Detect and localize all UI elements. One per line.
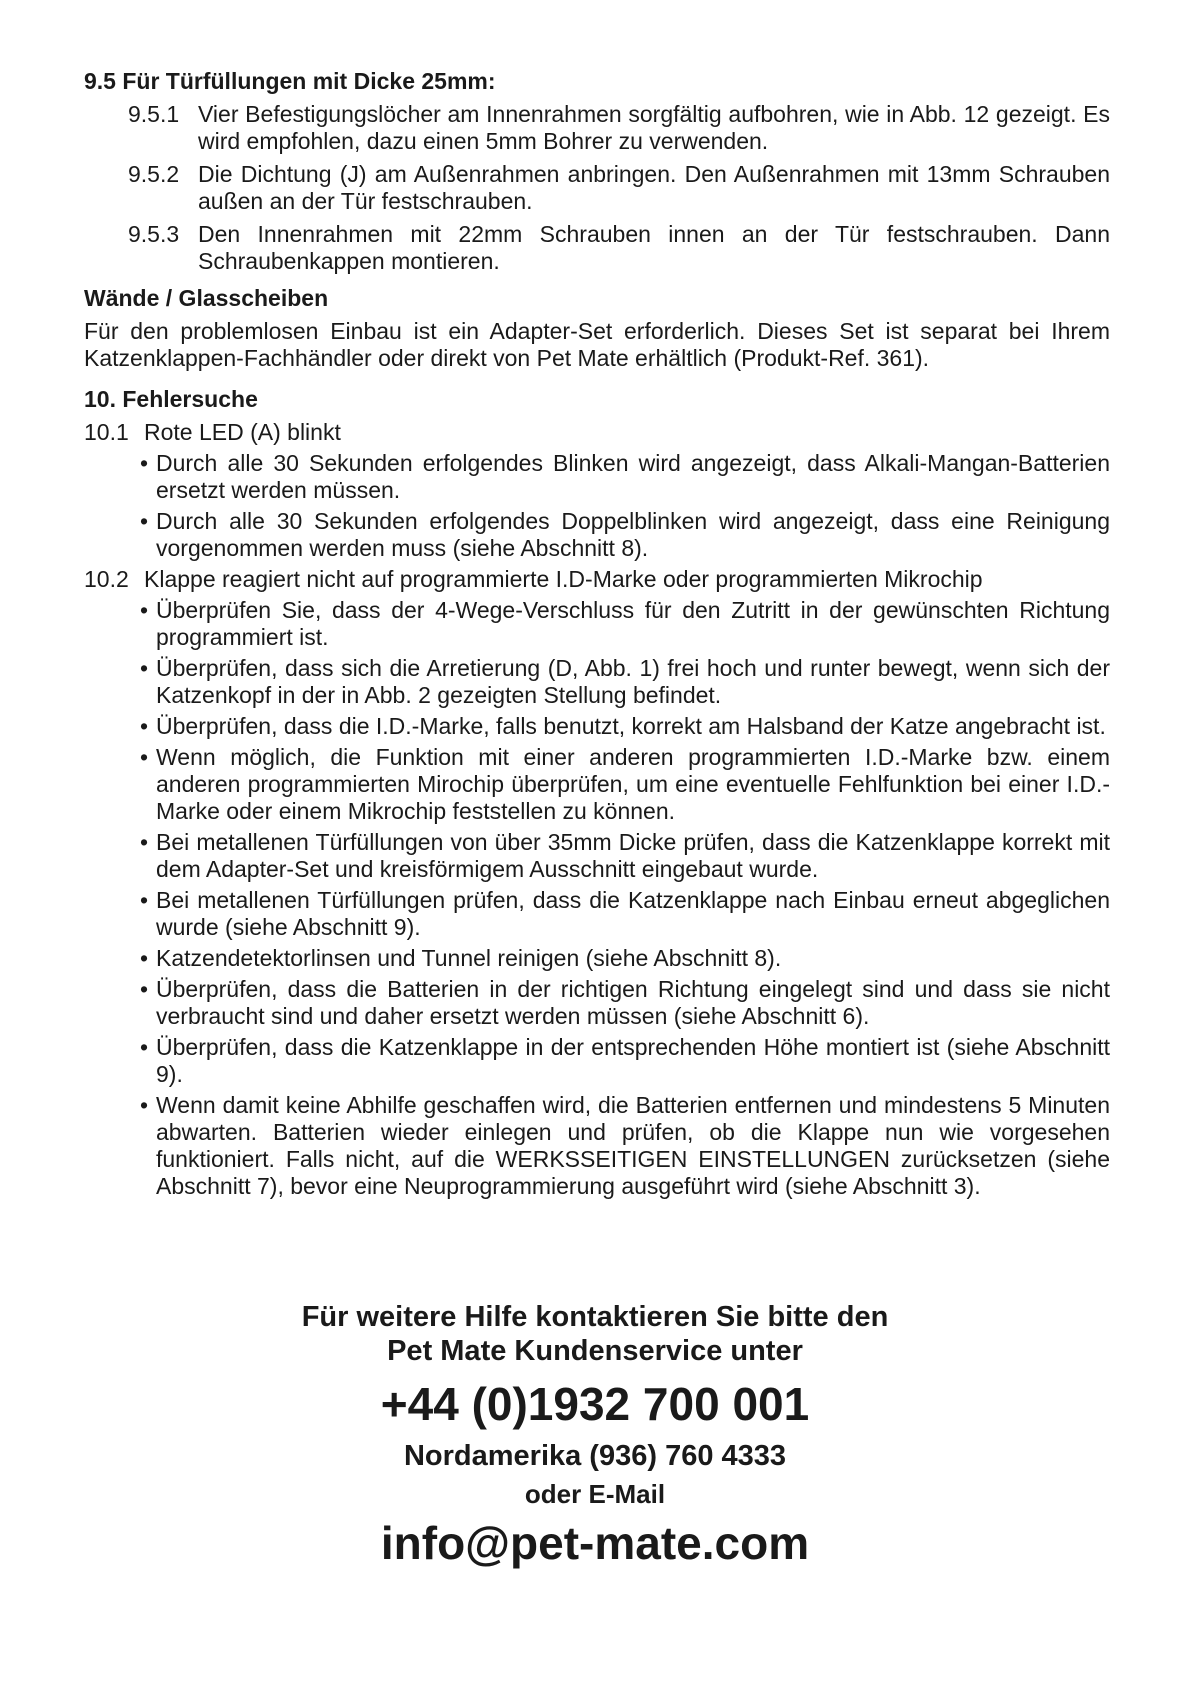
bullet-icon: • (140, 976, 149, 1002)
step-9-5-3 (128, 221, 1110, 275)
step-9-5-2 (128, 161, 1110, 215)
support-phone-number: +44 (0)1932 700 001 (380, 1378, 810, 1430)
bullet-icon: • (140, 829, 149, 855)
step-text: Die Dichtung (J) am Außenrahmen anbringen. Den Außenrahmen mit 13mm Schrauben außen an der Tür festschrauben. (198, 161, 1110, 214)
bullet-icon: • (140, 597, 149, 623)
bullet-text: Überprüfen, dass die Katzenklappe in der entsprechenden Höhe montiert ist (siehe Abschnitt 9). (156, 1034, 1110, 1087)
step-number: 9.5.1 (128, 101, 180, 127)
list-item (140, 1092, 1110, 1200)
bullet-text: Durch alle 30 Sekunden erfolgendes Blinken wird angezeigt, dass Alkali-Mangan-Batterien ersetzt werden müssen. (156, 450, 1110, 503)
step-9-5-1 (128, 101, 1110, 155)
support-email: info@pet-mate.com (380, 1517, 810, 1569)
list-item (140, 744, 1110, 825)
list-item (140, 508, 1110, 562)
bullet-icon: • (140, 713, 149, 739)
list-item (140, 945, 1110, 972)
bullet-text: Überprüfen, dass die I.D.-Marke, falls benutzt, korrekt am Halsband der Katze angebracht ist. (156, 713, 1106, 739)
bullet-icon: • (140, 508, 149, 534)
bullet-list-10-2 (140, 597, 1110, 1200)
contact-intro-line-1: Für weitere Hilfe kontaktieren Sie bitte den (301, 1301, 889, 1333)
item-number: 10.1 (84, 419, 129, 445)
item-number: 10.2 (84, 566, 129, 592)
instructions-body (84, 68, 1110, 1204)
bullet-text: Bei metallenen Türfüllungen von über 35mm Dicke prüfen, dass die Katzenklappe korrekt mit dem Adapter-Set und kreisförmigem Ausschnitt eingebaut wurde. (156, 829, 1110, 882)
trouble-item-10-2 (84, 566, 1110, 593)
bullet-icon: • (140, 945, 149, 971)
bullet-text: Wenn möglich, die Funktion mit einer anderen programmierten I.D.-Marke bzw. einem anderen programmierten Mirochip überprüfen, um eine eventuelle Fehlfunktion bei einer I.D.-Marke oder einem Mikrochip feststellen zu können. (156, 744, 1110, 824)
step-text: Den Innenrahmen mit 22mm Schrauben innen an der Tür festschrauben. Dann Schraubenkappen montieren. (198, 221, 1110, 274)
list-item (140, 1034, 1110, 1088)
bullet-list-10-1 (140, 450, 1110, 562)
bullet-text: Katzendetektorlinsen und Tunnel reinigen (siehe Abschnitt 8). (156, 945, 782, 971)
list-item (140, 887, 1110, 941)
bullet-icon: • (140, 1092, 149, 1118)
list-item (140, 713, 1110, 740)
bullet-icon: • (140, 1034, 149, 1060)
step-number: 9.5.3 (128, 221, 180, 247)
bullet-icon: • (140, 744, 149, 770)
contact-intro-line-2: Pet Mate Kundenservice unter (387, 1335, 803, 1367)
list-item (140, 976, 1110, 1030)
trouble-item-10-1 (84, 419, 1110, 446)
north-america-phone: Nordamerika (936) 760 4333 (403, 1440, 787, 1472)
item-title: Klappe reagiert nicht auf programmierte I.D-Marke oder programmierten Mikrochip (144, 566, 983, 592)
bullet-text: Durch alle 30 Sekunden erfolgendes Doppelblinken wird angezeigt, dass eine Reinigung vorgenommen werden muss (siehe Abschnitt 8). (156, 508, 1110, 561)
bullet-icon: • (140, 450, 149, 476)
bullet-icon: • (140, 655, 149, 681)
list-item (140, 450, 1110, 504)
list-item (140, 597, 1110, 651)
walls-paragraph: Für den problemlosen Einbau ist ein Adapter-Set erforderlich. Dieses Set ist separat bei Ihrem Katzenklappen-Fachhändler oder direkt von Pet Mate erhältlich (Produkt-Ref. 361). (84, 318, 1110, 371)
step-number: 9.5.2 (128, 161, 180, 187)
troubleshooting-heading: 10. Fehlersuche (84, 386, 258, 412)
step-text: Vier Befestigungslöcher am Innenrahmen sorgfältig aufbohren, wie in Abb. 12 gezeigt. Es wird empfohlen, dazu einen 5mm Bohrer zu verwenden. (198, 101, 1110, 154)
bullet-text: Überprüfen, dass sich die Arretierung (D, Abb. 1) frei hoch und runter bewegt, wenn sich der Katzenkopf in der in Abb. 2 gezeigten Stellung befindet. (156, 655, 1110, 708)
bullet-text: Wenn damit keine Abhilfe geschaffen wird, die Batterien entfernen und mindestens 5 Minuten abwarten. Batterien wieder einlegen und prüfen, ob die Klappe nun wie vorgesehen funktioniert. Falls nicht, auf die WERKSSEITIGEN EINSTELLUNGEN zurücksetzen (siehe Abschnitt 7), bevor eine Neuprogrammierung ausgeführt wird (siehe Abschnitt 3). (156, 1092, 1110, 1199)
section-9-5-heading: 9.5 Für Türfüllungen mit Dicke 25mm: (84, 68, 496, 94)
or-email-label: oder E-Mail (524, 1479, 666, 1509)
bullet-icon: • (140, 887, 149, 913)
list-item (140, 655, 1110, 709)
item-title: Rote LED (A) blinkt (144, 419, 341, 445)
bullet-text: Bei metallenen Türfüllungen prüfen, dass die Katzenklappe nach Einbau erneut abgeglichen wurde (siehe Abschnitt 9). (156, 887, 1110, 940)
bullet-text: Überprüfen, dass die Batterien in der richtigen Richtung eingelegt sind und dass sie nicht verbraucht sind und daher ersetzt werden müssen (siehe Abschnitt 6). (156, 976, 1110, 1029)
contact-block (0, 1300, 1190, 1574)
bullet-text: Überprüfen Sie, dass der 4-Wege-Verschluss für den Zutritt in der gewünschten Richtung programmiert ist. (156, 597, 1110, 650)
list-item (140, 829, 1110, 883)
walls-heading: Wände / Glasscheiben (84, 285, 329, 311)
